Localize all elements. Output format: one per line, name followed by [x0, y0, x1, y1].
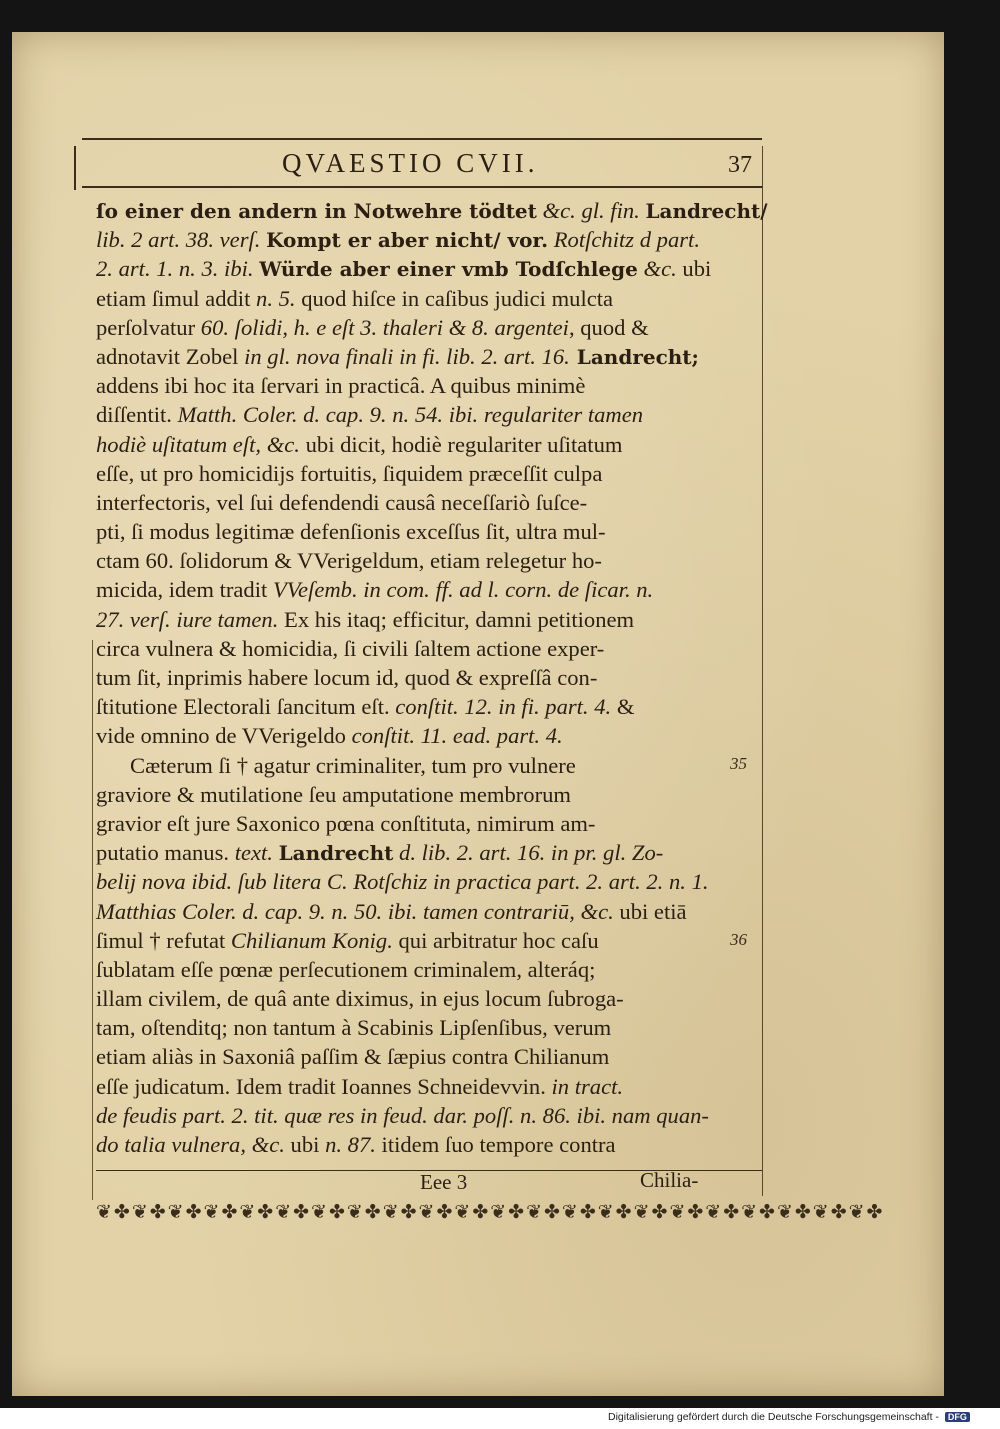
- citation-text: 2. art. 1. n. 3. ibi.: [96, 256, 260, 282]
- text-line: [96, 400, 756, 429]
- body-text-run: Cæterum ſi † agatur criminaliter, tum pro vulnere: [130, 752, 576, 778]
- body-text-run: adnotavit Zobel: [96, 343, 245, 369]
- text-line: [96, 459, 756, 488]
- citation-text: do talia vulnera, &c.: [96, 1132, 285, 1157]
- citation-text: belij nova ibid. ſub litera C. Rotſchiz in practica part. 2. art. 2. n. 1.: [96, 869, 709, 895]
- citation-text: in tract.: [551, 1073, 624, 1099]
- text-line: [96, 371, 756, 400]
- text-line: [96, 342, 756, 371]
- text-line: [96, 867, 756, 896]
- citation-text: VVeſemb. in com. ff. ad l. corn. de ſicar. n.: [272, 577, 654, 603]
- text-line: [96, 663, 756, 692]
- body-text-run: diſſentit.: [96, 402, 178, 428]
- citation-text: Rotſchitz d part.: [548, 227, 700, 253]
- body-text-run: , quod &: [568, 314, 649, 340]
- credit-text: Digitalisierung gefördert durch die Deutsche Forschungsgemeinschaft -: [608, 1411, 939, 1423]
- body-text-run: gravior eſt jure Saxonico pœna conſtituta, nimirum am-: [96, 810, 596, 836]
- text-left-border: [92, 640, 93, 1200]
- page-number: 37: [728, 152, 752, 178]
- catchword: Chilia-: [640, 1168, 699, 1192]
- margin-note-36: 36: [730, 930, 747, 949]
- citation-text: conſtit. 12. in fi. part. 4.: [395, 694, 612, 720]
- text-line: [96, 721, 756, 750]
- body-text-run: ubi: [284, 1132, 326, 1157]
- top-rule: [82, 138, 762, 140]
- running-title: QVAESTIO CVII.: [282, 148, 539, 178]
- body-text-run: graviore & mutilatione ſeu amputatione membrorum: [96, 781, 571, 807]
- text-right-border: [762, 146, 763, 1196]
- dfg-logo: DFG: [945, 1412, 970, 1422]
- text-line: [96, 692, 756, 721]
- citation-text: Matthias Coler. d. cap. 9. n. 50. ibi. tamen contrariū, &c.: [96, 898, 614, 924]
- citation-text: 60. ſolidi, h. e eſt 3. thaleri & 8. argentei: [200, 314, 569, 340]
- body-text-run: tum ſit, inprimis habere locum id, quod & expreſſâ con-: [96, 665, 598, 690]
- body-text-run: itidem ſuo tempore contra: [375, 1132, 616, 1157]
- text-line: [96, 897, 756, 926]
- text-line: [96, 1130, 756, 1159]
- citation-text: &c.: [637, 256, 677, 282]
- text-line: [96, 254, 756, 283]
- fraktur-text: Landrecht;: [569, 344, 699, 369]
- text-line: [96, 780, 756, 809]
- body-text-run: ſtitutione Electorali ſancitum eſt.: [96, 694, 396, 720]
- text-line: [96, 634, 756, 663]
- body-text-run: Ex his itaq; efficitur, damni petitionem: [278, 606, 635, 632]
- text-line: [96, 1072, 756, 1101]
- text-line: [96, 809, 756, 838]
- text-line: [96, 955, 756, 984]
- body-text-run: eſſe judicatum. Idem tradit Ioannes Schneidevvin.: [96, 1073, 552, 1099]
- fraktur-text: Kompt er aber nicht/ vor.: [266, 228, 549, 253]
- body-text-run: quod hiſce in caſibus judici mulcta: [295, 285, 614, 311]
- text-line: [96, 517, 756, 546]
- citation-text: conſtit. 11. ead. part. 4.: [351, 723, 563, 749]
- body-text-run: eſſe, ut pro homicidijs fortuitis, ſiquidem præceſſit culpa: [96, 460, 603, 486]
- citation-text: Chilianum Konig.: [230, 927, 393, 953]
- text-line: [96, 751, 756, 780]
- body-text-run: etiam aliàs in Saxoniâ paſſim & ſæpius contra Chilianum: [96, 1044, 610, 1070]
- body-text-run: etiam ſimul addit: [96, 285, 257, 311]
- body-text-run: illam civilem, de quâ ante diximus, in ejus locum ſubroga-: [96, 986, 624, 1012]
- citation-text: hodiè uſitatum eſt, &c.: [96, 431, 300, 457]
- body-text-run: qui arbitratur hoc caſu: [392, 927, 599, 953]
- body-text-run: ubi: [676, 256, 712, 282]
- citation-text: n. 5.: [256, 285, 296, 311]
- citation-text: Matth. Coler. d. cap. 9. n. 54. ibi. regulariter tamen: [177, 402, 644, 428]
- citation-text: text.: [234, 840, 279, 866]
- margin-note-35: 35: [730, 754, 747, 773]
- citation-text: n. 87.: [325, 1132, 376, 1157]
- text-line: [96, 546, 756, 575]
- text-line: [96, 575, 756, 604]
- signature-mark: Eee 3: [420, 1170, 468, 1194]
- text-line: [96, 605, 756, 634]
- body-text-run: perſolvatur: [96, 314, 201, 340]
- text-line: [96, 196, 768, 225]
- text-line: [96, 1101, 756, 1130]
- body-text-run: micida, idem tradit: [96, 577, 273, 603]
- text-line: [96, 430, 756, 459]
- body-text-run: pti, ſi modus legitimæ defenſionis exceſſus ſit, ultra mul-: [96, 519, 606, 545]
- citation-text: de feudis part. 2. tit. quæ res in feud. dar. poſſ. n. 86. ibi. nam quan-: [96, 1102, 709, 1128]
- body-text-run: vide omnino de VVerigeldo: [96, 723, 352, 749]
- text-line: [96, 926, 756, 955]
- body-text-run: tam, oſtenditq; non tantum à Scabinis Lipſenſibus, verum: [96, 1015, 612, 1041]
- digitization-credit: [608, 1411, 970, 1427]
- text-line: [96, 984, 756, 1013]
- text-line: [96, 313, 756, 342]
- header-left-bar: [74, 146, 76, 190]
- text-line: [96, 1013, 756, 1042]
- header-rule: [82, 186, 762, 188]
- body-text-run: &: [611, 694, 635, 720]
- citation-text: lib. 2 art. 38. verſ.: [96, 227, 267, 253]
- body-text: [96, 196, 768, 1159]
- body-text-run: ubi dicit, hodiè regulariter uſitatum: [299, 431, 623, 457]
- body-text-run: ctam 60. ſolidorum & VVerigeldum, etiam relegetur ho-: [96, 548, 602, 574]
- fraktur-text: Würde aber einer vmb Todſchlege: [259, 257, 638, 282]
- text-line: [96, 838, 756, 867]
- citation-text: d. lib. 2. art. 16. in pr. gl. Zo-: [393, 840, 664, 866]
- text-line: [96, 284, 756, 313]
- ornament-border: ❦✤❦✤❦✤❦✤❦✤❦✤❦✤❦✤❦✤❦✤❦✤❦✤❦✤❦✤❦✤❦✤❦✤❦✤❦✤❦✤❦✤❦✤: [96, 1202, 885, 1223]
- body-text-run: ubi etiā: [613, 898, 687, 924]
- fraktur-text: ſo einer den andern in Notwehre tödtet: [96, 199, 537, 223]
- fraktur-text: Landrecht/: [645, 199, 768, 223]
- body-text-run: circa vulnera & homicidia, ſi civili ſaltem actione exper-: [96, 635, 605, 661]
- body-text-run: interfectoris, vel ſui defendendi causâ neceſſariò ſuſce-: [96, 489, 588, 515]
- fraktur-text: Landrecht: [278, 841, 394, 866]
- body-text-run: addens ibi hoc ita ſervari in practicâ. A quibus minimè: [96, 373, 586, 399]
- body-text-run: ſimul † refutat: [96, 927, 231, 953]
- citation-text: in gl. nova finali in fi. lib. 2. art. 16.: [244, 343, 570, 369]
- text-line: [96, 1042, 756, 1071]
- text-line: [96, 225, 756, 254]
- citation-text: &c. gl. fin.: [536, 198, 646, 223]
- citation-text: 27. verſ. iure tamen.: [96, 606, 279, 632]
- body-text-run: putatio manus.: [96, 840, 235, 866]
- body-text-run: ſublatam eſſe pœnæ perſecutionem criminalem, alteráq;: [96, 956, 596, 982]
- text-line: [96, 488, 756, 517]
